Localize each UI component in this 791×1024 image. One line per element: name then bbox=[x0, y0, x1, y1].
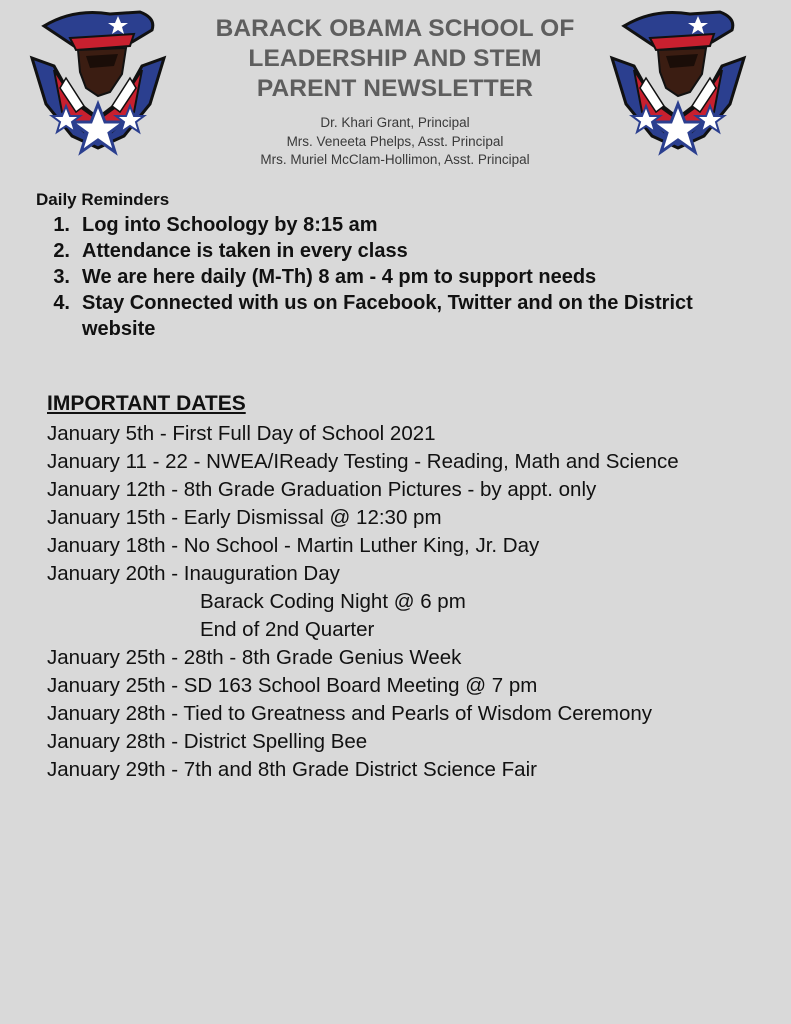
date-line: January 28th - District Spelling Bee bbox=[47, 730, 368, 753]
date-line: January 5th - First Full Day of School 2021 bbox=[47, 422, 436, 445]
date-line-continuation: End of 2nd Quarter bbox=[200, 618, 375, 641]
patriot-mascot-logo-right bbox=[594, 8, 762, 158]
date-line: January 29th - 7th and 8th Grade District Science Fair bbox=[47, 758, 537, 781]
list-number: 3. bbox=[53, 266, 70, 288]
daily-reminders-heading: Daily Reminders bbox=[36, 190, 170, 209]
patriot-mascot-icon bbox=[14, 8, 182, 158]
staff-asst-principal: Mrs. Veneeta Phelps, Asst. Principal bbox=[286, 133, 504, 149]
list-text: We are here daily (M-Th) 8 am - 4 pm to support needs bbox=[82, 266, 597, 288]
date-line: January 20th - Inauguration Day bbox=[47, 562, 340, 585]
date-line: January 25th - SD 163 School Board Meeting @ 7 pm bbox=[47, 674, 538, 697]
list-text: Stay Connected with us on Facebook, Twitter and on the District website bbox=[82, 292, 693, 340]
staff-principal: Dr. Khari Grant, Principal bbox=[320, 115, 470, 130]
date-line: January 11 - 22 - NWEA/IReady Testing - Reading, Math and Science bbox=[47, 450, 679, 473]
newsletter-title bbox=[185, 14, 605, 104]
patriot-mascot-logo-left bbox=[14, 8, 182, 158]
important-dates-heading: IMPORTANT DATES bbox=[47, 392, 246, 415]
staff-asst-principal: Mrs. Muriel McClam-Hollimon, Asst. Principal bbox=[260, 152, 530, 167]
date-line: January 15th - Early Dismissal @ 12:30 pm bbox=[47, 506, 442, 529]
date-line-continuation: Barack Coding Night @ 6 pm bbox=[200, 590, 466, 613]
date-line: January 18th - No School - Martin Luther King, Jr. Day bbox=[47, 534, 540, 557]
title-line: LEADERSHIP AND STEM bbox=[248, 45, 542, 72]
daily-reminders-list bbox=[36, 212, 716, 342]
patriot-mascot-icon bbox=[594, 8, 762, 158]
date-line: January 25th - 28th - 8th Grade Genius Week bbox=[47, 646, 462, 669]
list-text: Log into Schoology by 8:15 am bbox=[82, 214, 378, 236]
list-number: 1. bbox=[53, 214, 70, 236]
important-dates-list bbox=[47, 420, 707, 784]
date-line: January 28th - Tied to Greatness and Pearls of Wisdom Ceremony bbox=[47, 702, 653, 725]
list-number: 4. bbox=[53, 292, 70, 314]
date-line: January 12th - 8th Grade Graduation Pictures - by appt. only bbox=[47, 478, 597, 501]
title-line: PARENT NEWSLETTER bbox=[256, 75, 534, 102]
list-item bbox=[36, 264, 716, 290]
list-text: Attendance is taken in every class bbox=[82, 240, 408, 262]
title-line: BARACK OBAMA SCHOOL OF bbox=[215, 15, 575, 42]
list-item bbox=[36, 238, 716, 264]
list-item bbox=[36, 290, 716, 342]
list-number: 2. bbox=[53, 240, 70, 262]
list-item bbox=[36, 212, 716, 238]
staff-list bbox=[185, 114, 605, 170]
